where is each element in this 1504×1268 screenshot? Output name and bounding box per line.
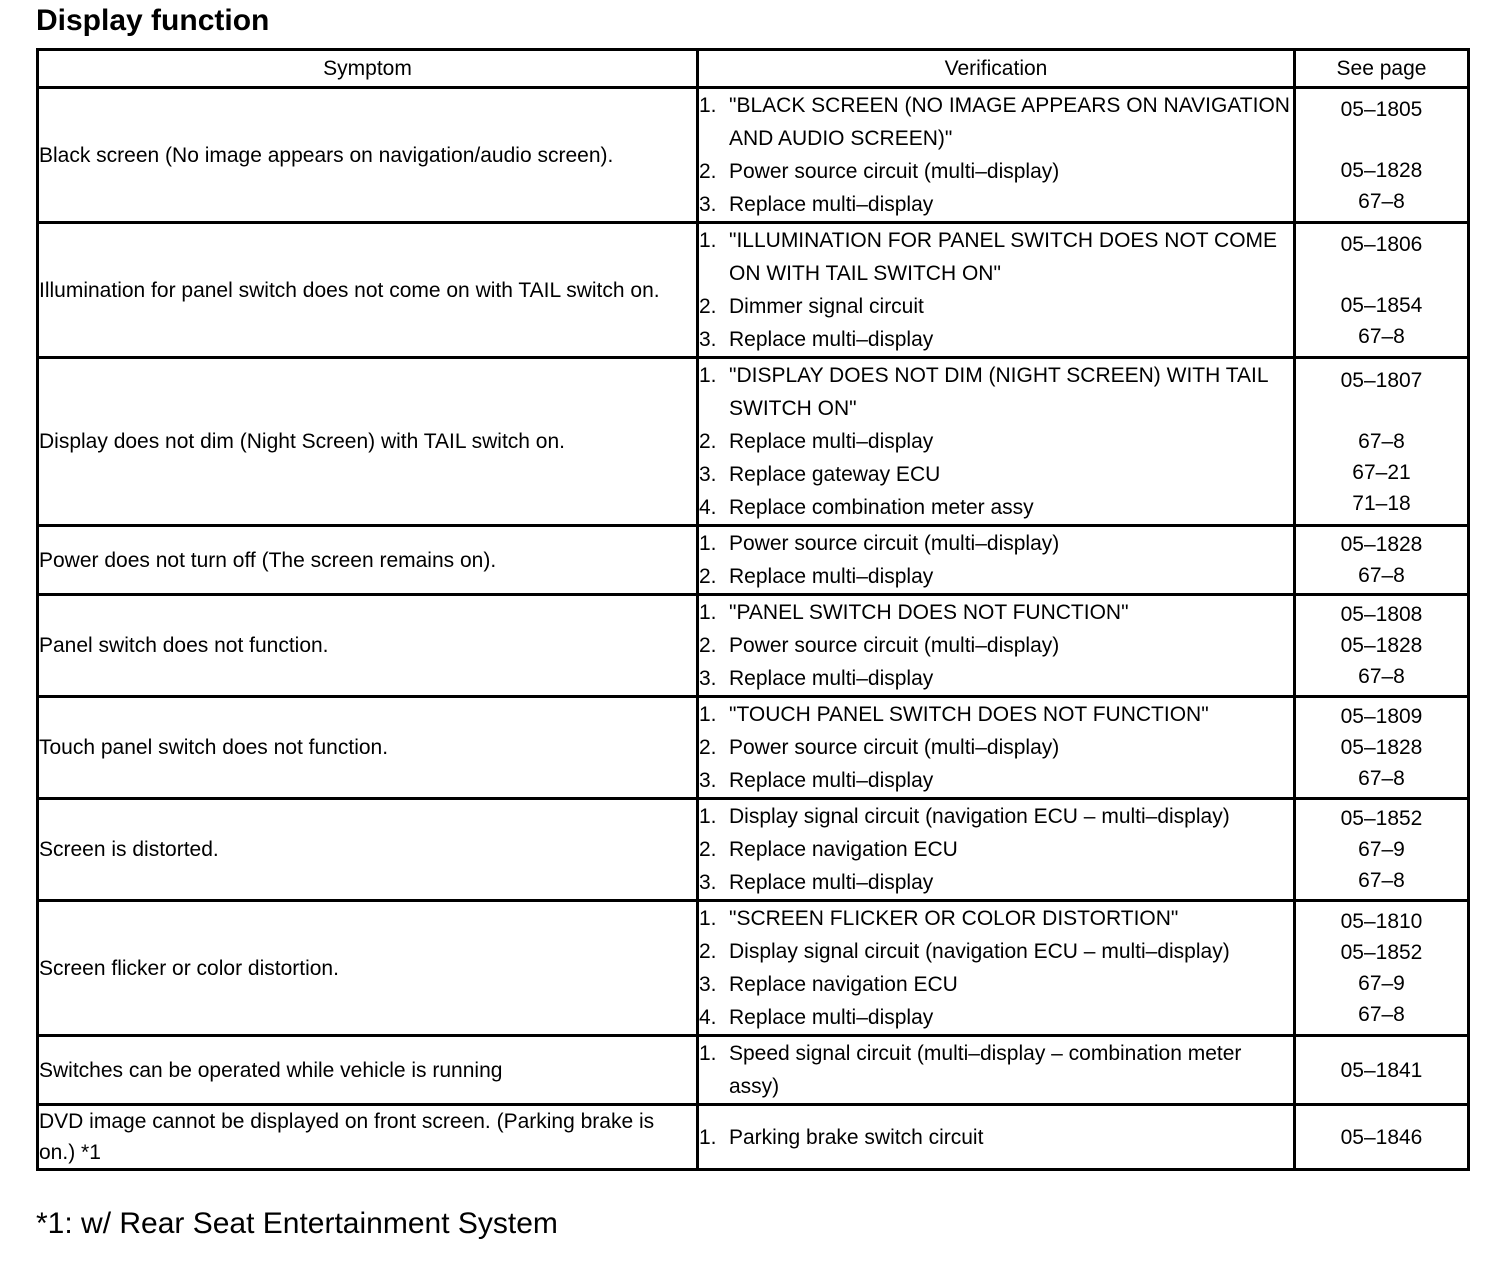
verification-item <box>699 935 1293 968</box>
item-text: Display signal circuit (navigation ECU – multi–display) <box>729 940 1230 963</box>
page-ref: 05–1852 <box>1340 807 1423 830</box>
verification-item <box>699 491 1293 524</box>
item-text: Replace multi–display <box>729 328 934 351</box>
page-ref: 67–8 <box>1358 429 1405 453</box>
page-ref: 05–1805 <box>1340 97 1423 121</box>
item-number: 3. <box>699 463 717 486</box>
item-text: Power source circuit (multi–display) <box>729 634 1060 657</box>
item-number: 3. <box>699 193 717 216</box>
table-row <box>38 799 1469 901</box>
page-ref: 05–1854 <box>1340 293 1423 317</box>
page-ref: 05–1810 <box>1340 910 1423 933</box>
page-ref: 67–8 <box>1358 767 1405 790</box>
verification-cell <box>698 595 1295 697</box>
table-row <box>38 88 1469 223</box>
symptom-cell: DVD image cannot be displayed on front screen. (Parking brake is on.) *1 <box>38 1105 698 1170</box>
page-ref: 05–1808 <box>1340 603 1423 626</box>
item-number: 1. <box>699 1042 717 1065</box>
item-text: "PANEL SWITCH DOES NOT FUNCTION" <box>729 601 1129 624</box>
item-number: 3. <box>699 871 717 894</box>
item-text: Replace navigation ECU <box>729 838 958 861</box>
symptom-cell: Panel switch does not function. <box>38 595 698 697</box>
item-number: 1. <box>699 532 717 555</box>
verification-item <box>699 800 1293 833</box>
verification-item <box>699 596 1293 629</box>
symptom-cell: Black screen (No image appears on navigation/audio screen). <box>38 88 698 223</box>
page-ref: 67–9 <box>1358 972 1405 995</box>
item-number: 3. <box>699 973 717 996</box>
verification-item <box>699 698 1293 731</box>
item-number: 1. <box>699 703 717 726</box>
symptom-cell: Power does not turn off (The screen remains on). <box>38 526 698 595</box>
verification-item <box>699 866 1293 899</box>
page-ref: 71–18 <box>1352 491 1411 515</box>
verification-item <box>699 764 1293 797</box>
item-text: Display signal circuit (navigation ECU – multi–display) <box>729 805 1230 828</box>
verification-item <box>699 833 1293 866</box>
table-row <box>38 358 1469 526</box>
table-row <box>38 223 1469 358</box>
verification-item <box>699 323 1293 356</box>
page-ref: 67–8 <box>1358 189 1405 213</box>
table-header-row <box>38 50 1469 88</box>
item-number: 2. <box>699 295 717 318</box>
item-number: 1. <box>699 1125 717 1149</box>
footnote: *1: w/ Rear Seat Entertainment System <box>36 1207 558 1240</box>
item-number: 2. <box>699 838 717 861</box>
item-text: "ILLUMINATION FOR PANEL SWITCH DOES NOT COME ON WITH TAIL SWITCH ON" <box>729 229 1278 285</box>
table-row <box>38 526 1469 595</box>
item-text: "SCREEN FLICKER OR COLOR DISTORTION" <box>729 907 1179 930</box>
see-page-cell <box>1295 1036 1469 1105</box>
verification-item <box>699 968 1293 1001</box>
verification-cell <box>698 88 1295 223</box>
verification-cell <box>698 526 1295 595</box>
item-text: Power source circuit (multi–display) <box>729 736 1060 759</box>
header-symptom: Symptom <box>38 50 698 88</box>
symptom-cell: Switches can be operated while vehicle is running <box>38 1036 698 1105</box>
see-page-cell <box>1295 88 1469 223</box>
symptom-cell: Illumination for panel switch does not come on with TAIL switch on. <box>38 223 698 358</box>
page-title: Display function <box>36 4 270 37</box>
item-number: 3. <box>699 328 717 351</box>
page-ref: 67–8 <box>1358 869 1405 892</box>
verification-item <box>699 89 1293 155</box>
see-page-cell <box>1295 223 1469 358</box>
verification-item <box>699 1121 1293 1154</box>
verification-cell <box>698 1036 1295 1105</box>
verification-item <box>699 629 1293 662</box>
symptom-cell: Display does not dim (Night Screen) with TAIL switch on. <box>38 358 698 526</box>
see-page-cell <box>1295 1105 1469 1170</box>
item-number: 2. <box>699 634 717 657</box>
table-row <box>38 595 1469 697</box>
item-number: 1. <box>699 364 717 387</box>
verification-cell <box>698 223 1295 358</box>
item-text: Dimmer signal circuit <box>729 295 924 318</box>
item-text: Replace multi–display <box>729 769 934 792</box>
header-see-page: See page <box>1295 50 1469 88</box>
item-number: 2. <box>699 736 717 759</box>
verification-item <box>699 560 1293 593</box>
display-function-table <box>36 48 1470 1171</box>
page-ref: 05–1852 <box>1340 941 1423 964</box>
page-ref: 67–8 <box>1358 1003 1405 1026</box>
verification-cell <box>698 1105 1295 1170</box>
item-text: Replace multi–display <box>729 193 934 216</box>
page-ref: 05–1809 <box>1340 705 1423 728</box>
verification-item <box>699 458 1293 491</box>
symptom-cell: Touch panel switch does not function. <box>38 697 698 799</box>
see-page-cell <box>1295 697 1469 799</box>
verification-item <box>699 731 1293 764</box>
see-page-cell <box>1295 595 1469 697</box>
item-text: Replace combination meter assy <box>729 496 1034 519</box>
item-text: Power source circuit (multi–display) <box>729 532 1060 555</box>
page-ref: 05–1846 <box>1340 1125 1423 1149</box>
item-text: Replace multi–display <box>729 565 934 588</box>
item-number: 2. <box>699 565 717 588</box>
see-page-cell <box>1295 526 1469 595</box>
item-number: 1. <box>699 907 717 930</box>
item-text: Replace navigation ECU <box>729 973 958 996</box>
table-row <box>38 697 1469 799</box>
verification-cell <box>698 697 1295 799</box>
page-ref: 05–1806 <box>1340 232 1423 256</box>
page-ref: 67–9 <box>1358 838 1405 861</box>
table-row <box>38 901 1469 1036</box>
item-number: 1. <box>699 805 717 828</box>
item-number: 1. <box>699 601 717 624</box>
verification-item <box>699 290 1293 323</box>
table-row <box>38 1036 1469 1105</box>
verification-item <box>699 1037 1293 1103</box>
item-text: Parking brake switch circuit <box>729 1125 984 1149</box>
item-number: 2. <box>699 940 717 963</box>
symptom-cell: Screen flicker or color distortion. <box>38 901 698 1036</box>
verification-cell <box>698 358 1295 526</box>
page-ref: 67–8 <box>1358 324 1405 348</box>
item-text: Replace multi–display <box>729 871 934 894</box>
symptom-cell: Screen is distorted. <box>38 799 698 901</box>
item-text: "BLACK SCREEN (NO IMAGE APPEARS ON NAVIGATION AND AUDIO SCREEN)" <box>729 94 1290 150</box>
verification-item <box>699 425 1293 458</box>
item-text: Speed signal circuit (multi–display – combination meter assy) <box>729 1042 1242 1098</box>
item-number: 3. <box>699 769 717 792</box>
verification-cell <box>698 799 1295 901</box>
item-number: 2. <box>699 160 717 183</box>
page-ref: 67–8 <box>1358 665 1405 688</box>
page-ref: 05–1828 <box>1340 158 1423 182</box>
item-text: Replace multi–display <box>729 430 934 453</box>
verification-item <box>699 155 1293 188</box>
verification-item <box>699 662 1293 695</box>
see-page-cell <box>1295 799 1469 901</box>
page-ref: 05–1807 <box>1340 368 1423 392</box>
page-ref: 05–1828 <box>1340 736 1423 759</box>
verification-item <box>699 527 1293 560</box>
item-text: Replace gateway ECU <box>729 463 941 486</box>
page-ref: 67–21 <box>1352 460 1411 484</box>
verification-item <box>699 359 1293 425</box>
item-text: Power source circuit (multi–display) <box>729 160 1060 183</box>
item-text: Replace multi–display <box>729 667 934 690</box>
page-ref: 67–8 <box>1358 564 1405 587</box>
item-number: 1. <box>699 229 717 252</box>
see-page-cell <box>1295 358 1469 526</box>
verification-item <box>699 902 1293 935</box>
see-page-cell <box>1295 901 1469 1036</box>
item-number: 3. <box>699 667 717 690</box>
item-number: 4. <box>699 496 717 519</box>
verification-item <box>699 1001 1293 1034</box>
header-verification: Verification <box>698 50 1295 88</box>
page-ref: 05–1828 <box>1340 634 1423 657</box>
item-number: 2. <box>699 430 717 453</box>
item-text: "TOUCH PANEL SWITCH DOES NOT FUNCTION" <box>729 703 1209 726</box>
verification-item <box>699 188 1293 221</box>
table-row <box>38 1105 1469 1170</box>
page-ref: 05–1841 <box>1340 1058 1423 1082</box>
verification-cell <box>698 901 1295 1036</box>
item-text: "DISPLAY DOES NOT DIM (NIGHT SCREEN) WITH TAIL SWITCH ON" <box>729 364 1268 420</box>
item-text: Replace multi–display <box>729 1006 934 1029</box>
page-ref: 05–1828 <box>1340 533 1423 556</box>
verification-item <box>699 224 1293 290</box>
item-number: 4. <box>699 1006 717 1029</box>
item-number: 1. <box>699 94 717 117</box>
